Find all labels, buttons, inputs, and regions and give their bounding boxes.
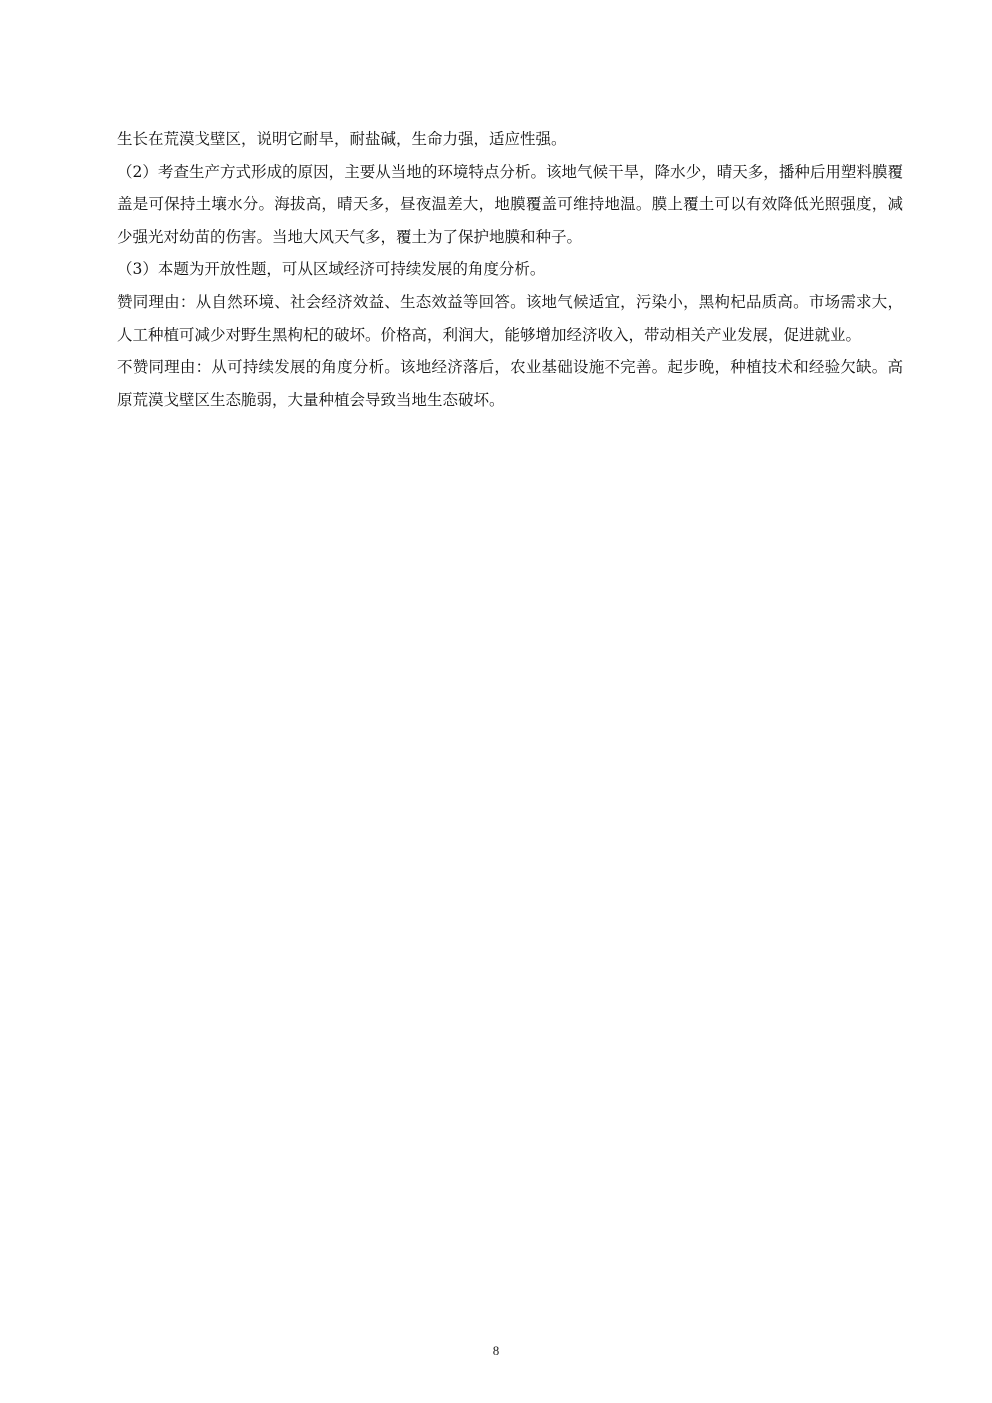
paragraph-question-2: （2）考查生产方式形成的原因，主要从当地的环境特点分析。该地气候干旱，降水少，晴天多，播种后用塑料膜覆盖是可保持土壤水分。海拔高，晴天多，昼夜温差大，地膜覆盖可维持地温。膜上覆土可以有效降低光照强度，减少强光对幼苗的伤害。当地大风天气多，覆土为了保护地膜和种子。 (117, 162, 903, 246)
answer-explanation-body (117, 123, 903, 416)
page-number: 8 (492, 1343, 500, 1358)
paragraph-question-3: （3）本题为开放性题，可从区域经济可持续发展的角度分析。 (117, 260, 546, 279)
paragraph-adaptability: 生长在荒漠戈壁区，说明它耐旱，耐盐碱，生命力强，适应性强。 (117, 130, 567, 148)
paragraph-agree-reasons: 赞同理由：从自然环境、社会经济效益、生态效益等回答。该地气候适宜，污染小，黑枸杞品质高。市场需求大，人工种植可减少对野生黑枸杞的破坏。价格高，利润大，能够增加经济收入，带动相关产业发展，促进就业。 (117, 292, 903, 344)
paragraph-disagree-reasons: 不赞同理由：从可持续发展的角度分析。该地经济落后，农业基础设施不完善。起步晚，种植技术和经验欠缺。高原荒漠戈壁区生态脆弱，大量种植会导致当地生态破坏。 (117, 358, 903, 409)
